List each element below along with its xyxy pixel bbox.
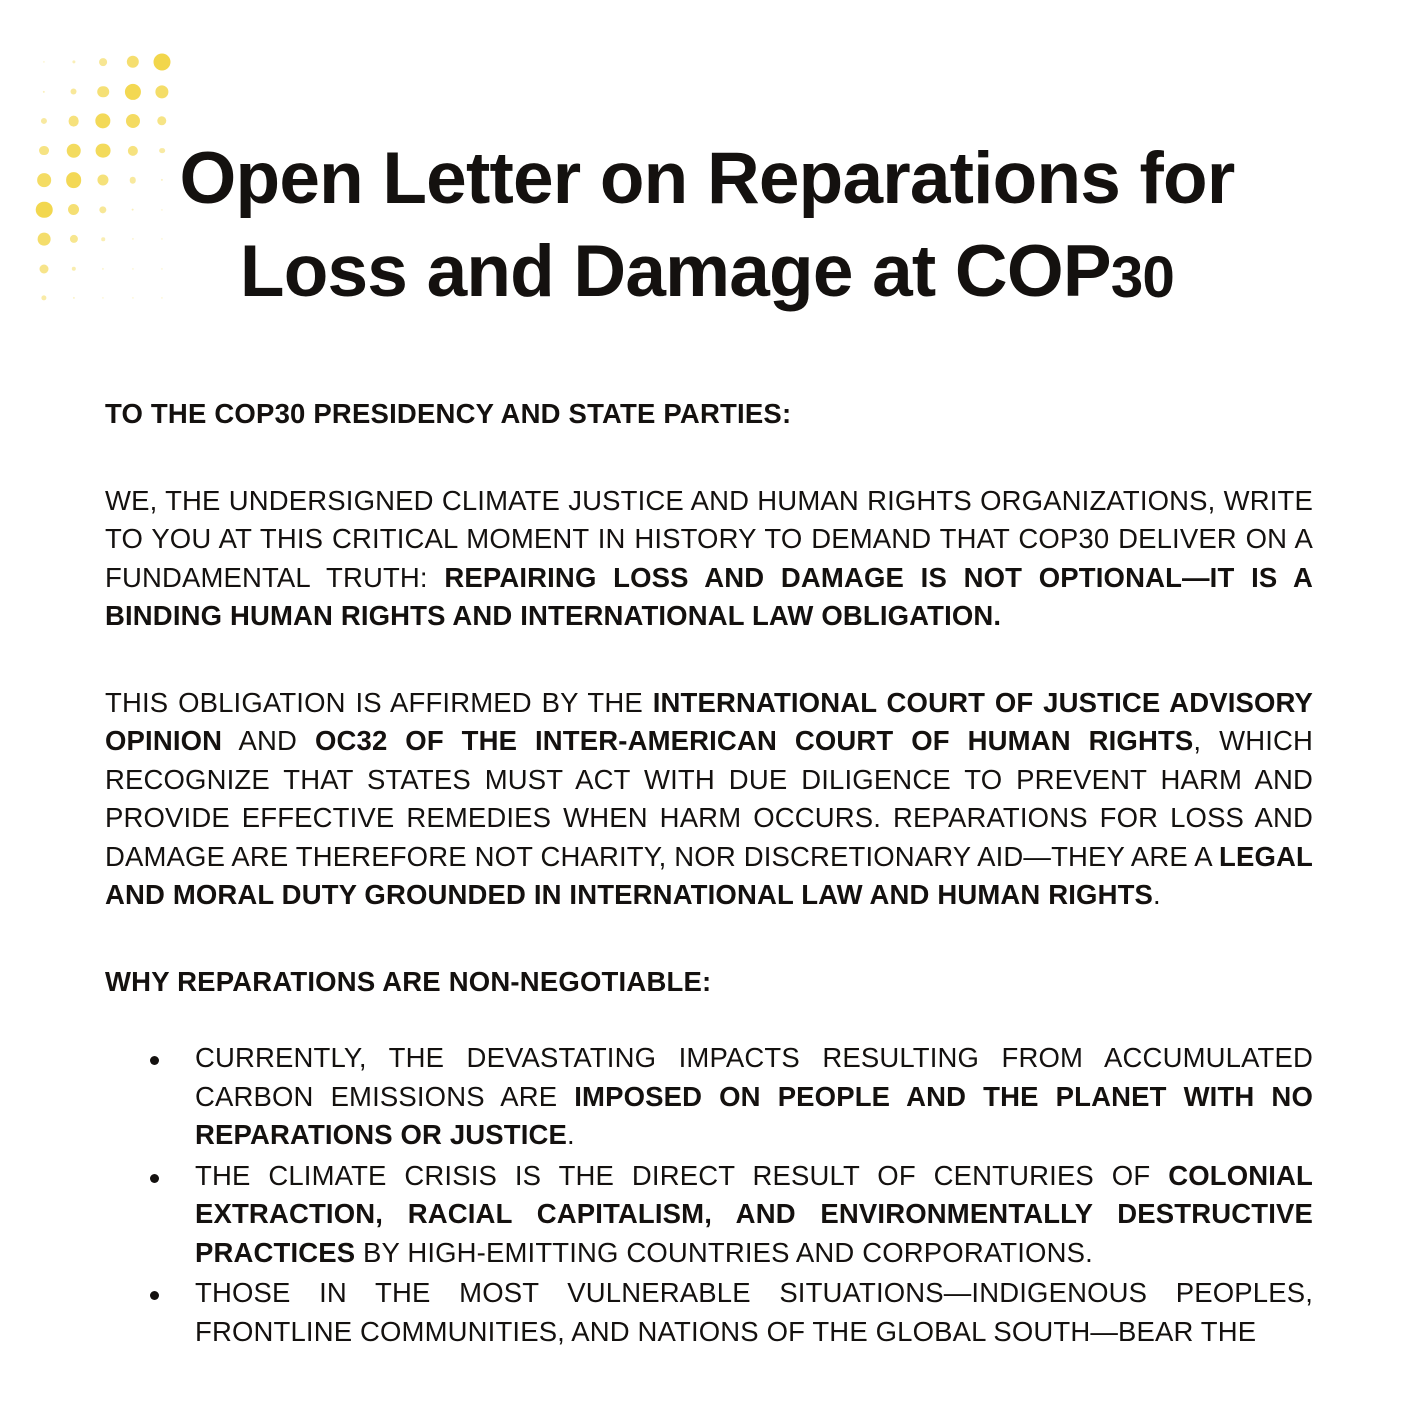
decorative-dot xyxy=(41,118,47,124)
list-item-text-a: CURRENTLY, THE DEVASTATING IMPACTS RESULTING FROM ACCUMULATED CARBON EMISSIONS ARE xyxy=(195,1042,1313,1112)
paragraph-2 xyxy=(105,684,1313,915)
decorative-dot xyxy=(43,61,45,63)
paragraph-2-emphasis-oc32: OC32 OF THE INTER-AMERICAN COURT OF HUMAN RIGHTS xyxy=(314,725,1194,756)
list-item xyxy=(150,1157,1313,1273)
decorative-dot xyxy=(70,88,77,95)
decorative-dot xyxy=(155,85,168,98)
decorative-dot xyxy=(68,116,79,127)
reasons-list xyxy=(105,1039,1313,1351)
list-item-emphasis: COLONIAL EXTRACTION, RACIAL CAPITALISM, AND ENVIRONMENTALLY DESTRUCTIVE PRACTICES xyxy=(195,1159,1313,1268)
paragraph-2-emphasis-duty: LEGAL AND MORAL DUTY GROUNDED IN INTERNATIONAL LAW AND HUMAN RIGHTS xyxy=(105,840,1313,910)
list-item-text-a: THOSE IN THE MOST VULNERABLE SITUATIONS—INDIGENOUS PEOPLES, FRONTLINE COMMUNITIES, AND NATIONS OF THE GLOBAL SOUTH—BEAR THE xyxy=(195,1277,1313,1347)
spacer xyxy=(105,915,1313,963)
list-item-text-b: BY HIGH-EMITTING COUNTRIES AND CORPORATIONS. xyxy=(355,1236,1093,1268)
paragraph-2-text-b: AND xyxy=(222,725,315,756)
decorative-dot xyxy=(72,60,75,63)
page-title-line-2 xyxy=(110,225,1304,318)
list-item xyxy=(150,1274,1313,1351)
salutation-heading: TO THE COP30 PRESIDENCY AND STATE PARTIES: xyxy=(105,398,792,429)
list-item-emphasis: IMPOSED ON PEOPLE AND THE PLANET WITH NO REPARATIONS OR JUSTICE xyxy=(195,1080,1313,1150)
page-title-line-1: Open Letter on Reparations for xyxy=(179,138,1235,219)
list-item xyxy=(150,1039,1313,1155)
list-item-text-b: . xyxy=(567,1119,575,1150)
list-item-text-a: THE CLIMATE CRISIS IS THE DIRECT RESULT OF CENTURIES OF xyxy=(195,1159,1169,1191)
paragraph-2-emphasis-icj: INTERNATIONAL COURT OF JUSTICE ADVISORY OPINION xyxy=(105,686,1313,756)
letter-body xyxy=(105,395,1313,1351)
decorative-dot xyxy=(43,90,45,92)
paragraph-2-text-a: THIS OBLIGATION IS AFFIRMED BY THE xyxy=(105,686,653,718)
paragraph-1-text: WE, THE UNDERSIGNED CLIMATE JUSTICE AND HUMAN RIGHTS ORGANIZATIONS, WRITE TO YOU AT THIS CRITICAL MOMENT IN HISTORY TO DEMAND THAT COP30 DELIVER ON A FUNDAMENTAL TRUTH: xyxy=(105,484,1313,593)
paragraph-2-text-d: . xyxy=(1153,879,1161,910)
paragraph-2-text-c: , WHICH RECOGNIZE THAT STATES MUST ACT WITH DUE DILIGENCE TO PREVENT HARM AND PROVIDE EFFECTIVE REMEDIES WHEN HARM OCCURS. REPARATIONS FOR LOSS AND DAMAGE ARE THEREFORE NOT CHARITY, NOR DISCRETIONARY AID—THEY ARE A xyxy=(105,725,1314,872)
decorative-dot xyxy=(154,54,171,71)
decorative-dot xyxy=(95,113,110,128)
section-heading-why-reparations: WHY REPARATIONS ARE NON-NEGOTIABLE: xyxy=(105,965,712,997)
spacer xyxy=(105,434,1313,482)
paragraph-1 xyxy=(105,482,1313,636)
decorative-dot xyxy=(124,83,140,99)
title-block xyxy=(0,132,1414,319)
decorative-dot xyxy=(157,116,166,125)
page-title-line-2-text: Loss and Damage at COP xyxy=(239,231,1111,313)
page-title xyxy=(0,132,1414,319)
decorative-dot xyxy=(99,58,107,66)
spacer xyxy=(105,1001,1313,1039)
page-title-cop-number: 30 xyxy=(1110,245,1175,311)
decorative-dot xyxy=(97,86,109,98)
decorative-dot xyxy=(126,56,138,68)
paragraph-1-emphasis: REPAIRING LOSS AND DAMAGE IS NOT OPTIONAL—IT IS A BINDING HUMAN RIGHTS AND INTERNATIONAL LAW OBLIGATION. xyxy=(105,561,1313,631)
spacer xyxy=(105,636,1313,684)
decorative-dot xyxy=(125,114,139,128)
